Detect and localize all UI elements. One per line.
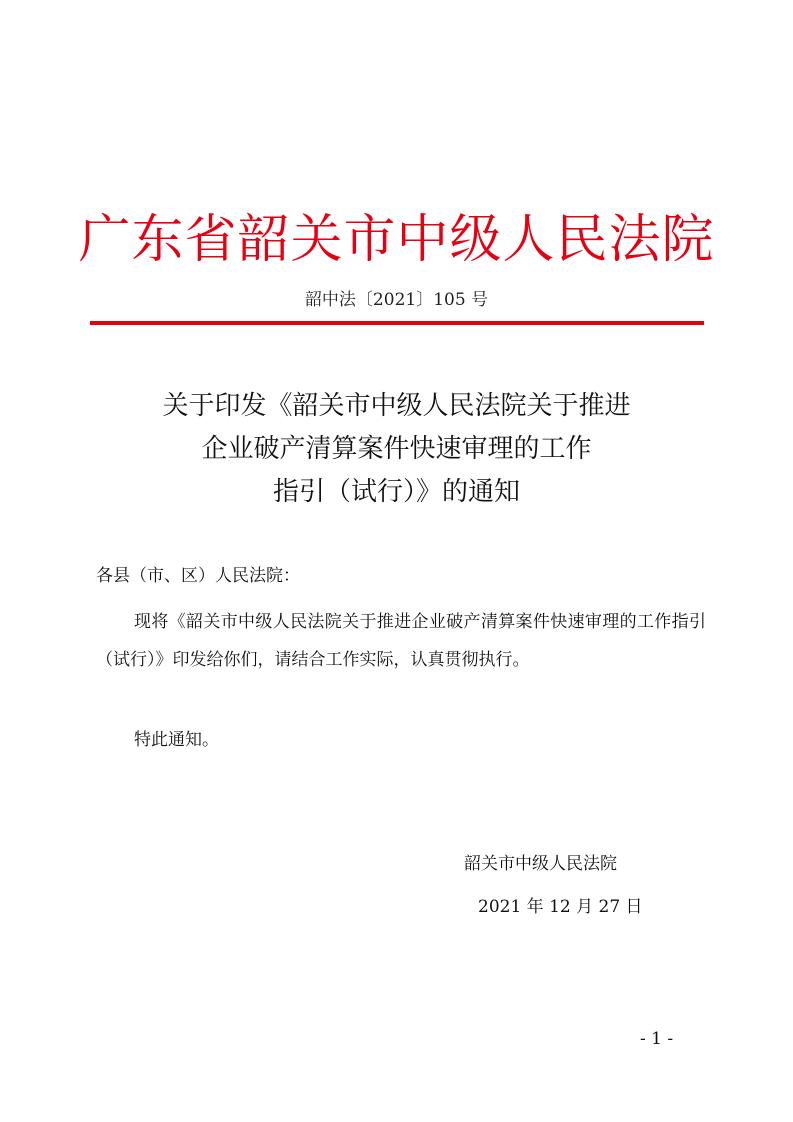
body-paragraph: 现将《韶关市中级人民法院关于推进企业破产清算案件快速审理的工作指引（试行）》印发给你们，请结合工作实际，认真贯彻执行。: [96, 612, 706, 670]
document-title-line-3: 指引（试行）》的通知: [272, 477, 520, 507]
page-number: - 1 -: [640, 1029, 674, 1049]
signature-organization: 韶关市中级人民法院: [464, 854, 617, 874]
agency-title: 广东省韶关市中级人民法院: [78, 210, 715, 270]
document-title-line-2: 企业破产清算案件快速审理的工作: [201, 434, 592, 464]
document-title: [0, 385, 793, 514]
signature-date: 2021 年 12 月 27 日: [478, 897, 643, 917]
red-separator-line: [90, 321, 704, 325]
document-title-line-1: 关于印发《韶关市中级人民法院关于推进: [162, 391, 631, 421]
document-number: 韶中法〔2021〕105 号: [304, 290, 489, 310]
salutation: 各县（市、区）人民法院：: [96, 566, 300, 586]
closing-line: 特此通知。: [134, 730, 219, 750]
